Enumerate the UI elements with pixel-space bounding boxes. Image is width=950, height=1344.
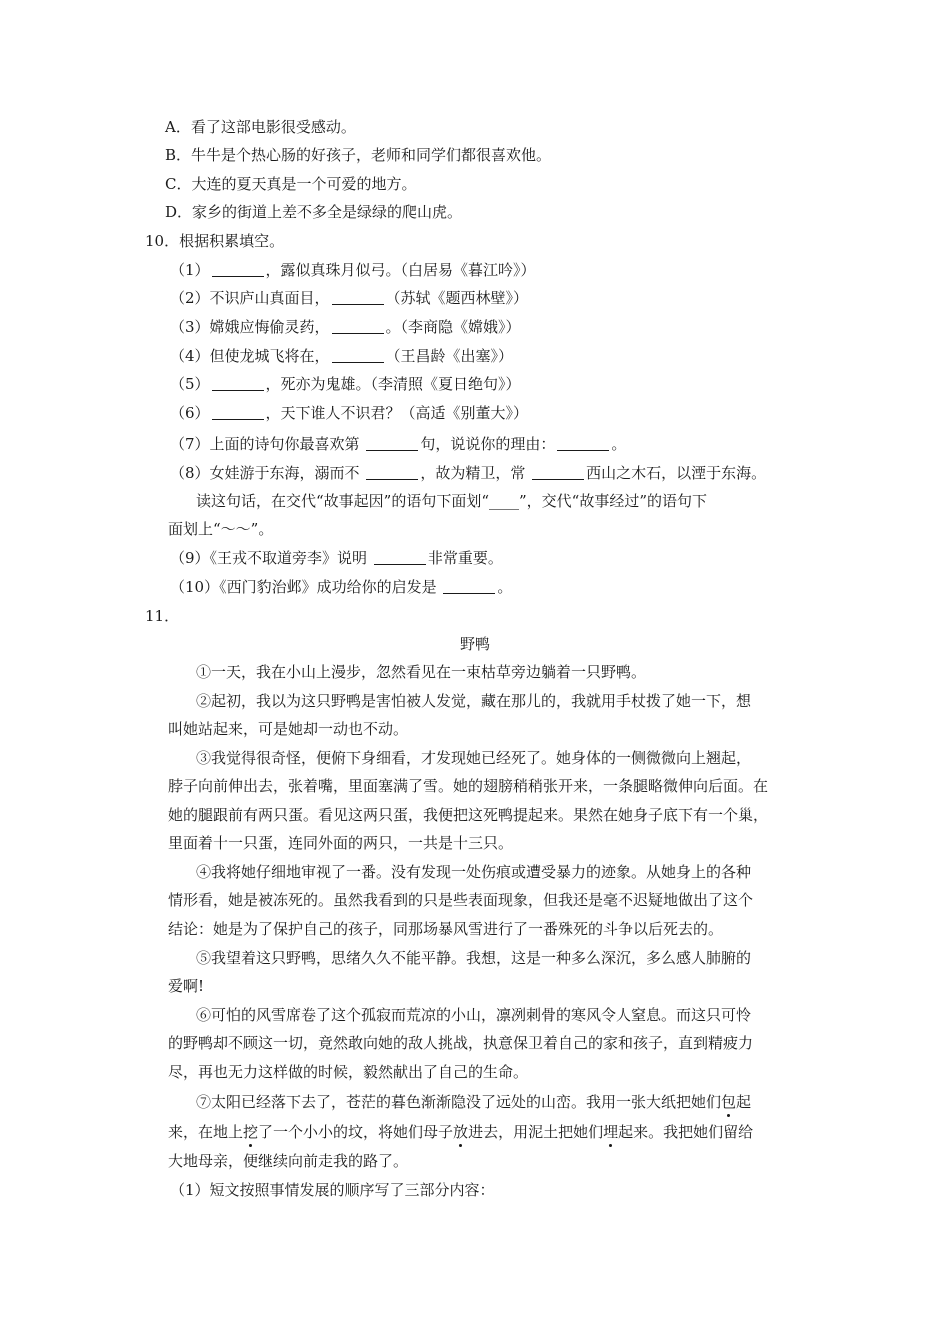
q10-item-1: （1） ，露似真珠月似弓。（白居易《暮江吟》） xyxy=(170,261,536,279)
q9-option-d: D．家乡的街道上差不多全是绿绿的爬山虎。 xyxy=(165,203,463,221)
passage-line: 结论：她是为了保护自己的孩子，同那场暴风雪进行了一番殊死的斗争以后死去的。 xyxy=(168,920,724,938)
passage-paragraph: ⑦太阳已经落下去了，苍茫的暮色渐渐隐没了远处的山峦。我用一张大纸把她们包起 xyxy=(196,1093,752,1111)
q10-item-8-note-cont: 面划上“～～”。 xyxy=(168,520,274,538)
fill-blank[interactable] xyxy=(212,405,264,420)
fill-blank[interactable] xyxy=(332,290,384,305)
fill-blank[interactable] xyxy=(212,262,264,277)
passage-paragraph: ④我将她仔细地审视了一番。没有发现一处伤痕或遭受暴力的迹象。从她身上的各种 xyxy=(196,863,752,881)
emphasis-char: 包 xyxy=(721,1093,737,1111)
fill-blank[interactable] xyxy=(532,465,584,480)
q10-item-4: （4）但使龙城飞将在， （王昌龄《出塞》） xyxy=(170,347,514,365)
fill-blank[interactable] xyxy=(332,319,384,334)
q9-option-b: B．牛牛是个热心肠的好孩子，老师和同学们都很喜欢他。 xyxy=(165,146,552,164)
q10-item-6: （6） ，天下谁人不识君？（高适《别董大》） xyxy=(170,404,529,422)
q10-item-9: （9）《王戎不取道旁李》说明 非常重要。 xyxy=(170,549,503,567)
passage-paragraph: ③我觉得很奇怪，便俯下身细看，才发现她已经死了。她身体的一侧微微向上翘起， xyxy=(196,749,752,767)
q9-option-a: A．看了这部电影很受感动。 xyxy=(165,118,356,136)
q10-item-7: （7）上面的诗句你最喜欢第 句，说说你的理由： 。 xyxy=(170,435,627,453)
passage-line: 的野鸭却不顾这一切，竟然敢向她的敌人挑战，执意保卫着自己的家和孩子，直到精疲力 xyxy=(168,1034,754,1052)
fill-blank[interactable] xyxy=(374,550,426,565)
q10-item-5: （5） ，死亦为鬼雄。（李清照《夏日绝句》） xyxy=(170,375,521,393)
q9-option-c: C．大连的夏天真是一个可爱的地方。 xyxy=(165,175,417,193)
q10-item-10: （10）《西门豹治邺》成功给你的启发是 。 xyxy=(170,578,513,596)
q10-item-3: （3）嫦娥应悔偷灵药， 。（李商隐《嫦娥》） xyxy=(170,318,521,336)
passage-line: 尽，再也无力这样做的时候，毅然献出了自己的生命。 xyxy=(168,1063,529,1081)
fill-blank[interactable] xyxy=(557,436,609,451)
passage-line: 情形看，她是被冻死的。虽然我看到的只是些表面现象，但我还是毫不迟疑地做出了这个 xyxy=(168,891,754,909)
q11-subquestion-1: （1）短文按照事情发展的顺序写了三部分内容： xyxy=(170,1181,495,1199)
q11-number: 11． xyxy=(145,607,180,625)
fill-blank[interactable] xyxy=(366,465,418,480)
q10-item-8: （8）女娃游于东海，溺而不 ，故为精卫，常 西山之木石，以湮于东海。 xyxy=(170,464,767,482)
passage-paragraph: ⑥可怕的风雪席卷了这个孤寂而荒凉的小山，凛冽刺骨的寒风令人窒息。而这只可怜 xyxy=(196,1006,752,1024)
fill-blank[interactable] xyxy=(212,376,264,391)
emphasis-char: 放 xyxy=(453,1123,469,1141)
passage-paragraph: ②起初，我以为这只野鸭是害怕被人发觉，藏在那儿的，我就用手杖拨了她一下，想 xyxy=(196,692,752,710)
q10-header: 10．根据积累填空。 xyxy=(145,232,285,250)
q10-item-2: （2）不识庐山真面目， （苏轼《题西林壁》） xyxy=(170,289,529,307)
passage-line: 大地母亲，便继续向前走我的路了。 xyxy=(168,1152,409,1170)
passage-line: 叫她站起来，可是她却一动也不动。 xyxy=(168,720,409,738)
passage-title: 野鸭 xyxy=(459,635,490,653)
emphasis-char: 挖 xyxy=(243,1123,259,1141)
q10-item-8-note: 读这句话，在交代“故事起因”的语句下面划“____”，交代“故事经过”的语句下 xyxy=(196,492,708,510)
passage-line: 爱啊! xyxy=(168,977,205,995)
passage-line: 来，在地上挖了一个小小的坟，将她们母子放进去，用泥土把她们埋起来。我把她们留给 xyxy=(168,1123,754,1141)
passage-paragraph: ①一天，我在小山上漫步，忽然看见在一束枯草旁边躺着一只野鸭。 xyxy=(196,663,647,681)
passage-paragraph: ⑤我望着这只野鸭，思绪久久不能平静。我想，这是一种多么深沉，多么感人肺腑的 xyxy=(196,949,752,967)
passage-line: 里面着十一只蛋，连同外面的两只，一共是十三只。 xyxy=(168,834,514,852)
fill-blank[interactable] xyxy=(443,579,495,594)
fill-blank[interactable] xyxy=(366,436,418,451)
passage-line: 她的腿跟前有两只蛋。看见这两只蛋，我便把这死鸭提起来。果然在她身子底下有一个巢， xyxy=(168,806,769,824)
fill-blank[interactable] xyxy=(332,348,384,363)
emphasis-char: 埋 xyxy=(603,1123,619,1141)
passage-line: 脖子向前伸出去，张着嘴，里面塞满了雪。她的翅膀稍稍张开来，一条腿略微伸向后面。在 xyxy=(168,777,769,795)
